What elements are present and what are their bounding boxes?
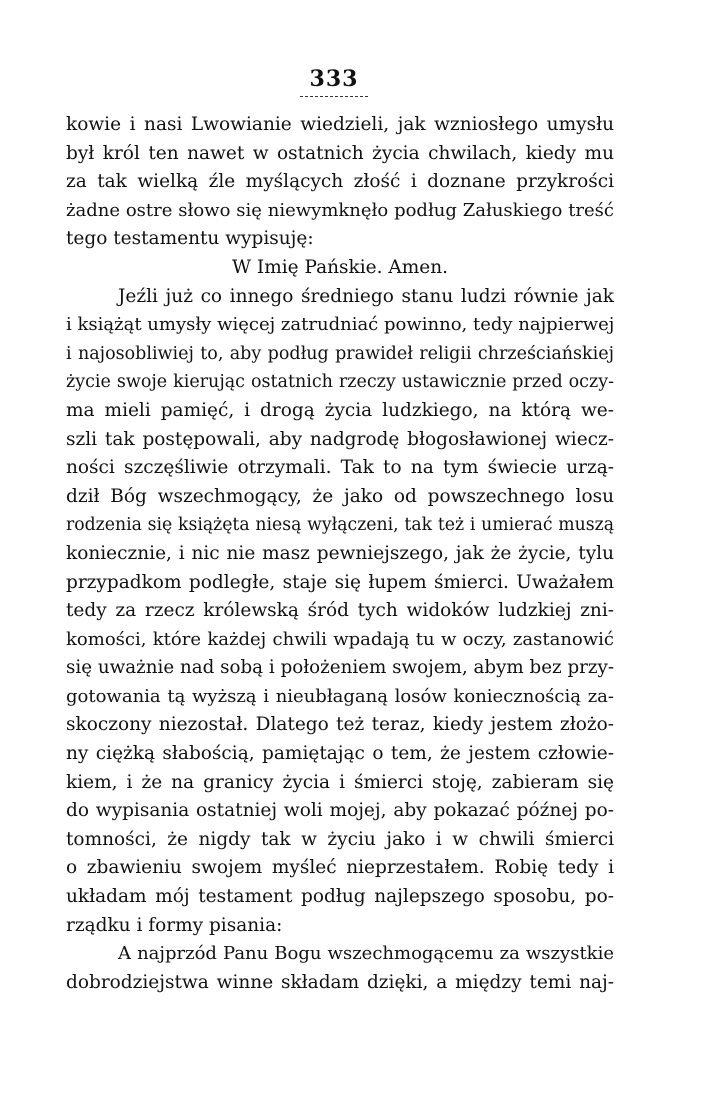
text-line: ny ciężką słabością, pamiętając o tem, że jestem człowie- — [66, 743, 614, 765]
text-line: do wypisania ostatniej woli mojej, aby pokazać późnej po- — [66, 800, 614, 822]
text-line: za tak wielką źle myślących złość i doznane przykrości — [66, 171, 614, 193]
text-line: ma mieli pamięć, i drogą życia ludzkiego, na którą we- — [66, 399, 614, 421]
text-line: i książąt umysły więcej zatrudniać powinno, tedy najpierwej — [66, 314, 615, 336]
text-line: kiem, i że na granicy życia i śmierci stoję, zabieram się — [66, 771, 614, 793]
text-line: komości, które każdej chwili wpadają tu w oczy, zastanowić — [66, 628, 614, 650]
text-line: tomności, że nigdy tak w życiu jako i w chwili śmierci — [66, 828, 614, 850]
text-line: dził Bóg wszechmogący, że jako od powszechnego losu — [66, 485, 614, 507]
text-line: tedy za rzecz królewską śród tych widoków ludzkiej zni- — [66, 600, 614, 622]
page-number-rule — [300, 96, 368, 97]
text-line: przypadkom podległe, staje się łupem śmierci. Uważałem — [66, 571, 614, 593]
text-line: koniecznie, i nic nie masz pewniejszego, jak że życie, tylu — [66, 542, 614, 564]
text-line: A najprzód Panu Bogu wszechmogącemu za wszystkie — [118, 943, 614, 965]
text-line: był król ten nawet w ostatnich życia chwilach, kiedy mu — [66, 142, 614, 164]
text-line: układam mój testament podług najlepszego sposobu, po- — [66, 886, 614, 908]
text-line: szli tak postępowali, aby nadgrodę błogosławionej wiecz- — [66, 428, 614, 450]
text-line: dobrodziejstwa winne składam dzięki, a między temi naj- — [66, 971, 614, 993]
text-line: rządku i formy pisania: — [66, 914, 283, 936]
text-line: o zbawieniu swojem myśleć nieprzestałem. Robię tedy i — [66, 857, 614, 879]
text-line: i najosobliwiej to, aby podług prawideł religii chrześciańskiej — [66, 343, 614, 364]
section-heading: W Imię Pańskie. Amen. — [231, 256, 449, 278]
body-text — [66, 111, 614, 997]
text-line: gotowania tą wyższą i nieubłaganą losów koniecznością za- — [66, 685, 614, 707]
page-number: 333 — [309, 66, 359, 92]
text-line: się uważnie nad sobą i położeniem swojem, abym bez przy- — [66, 657, 614, 679]
text-line: skoczony niezostał. Dlatego też teraz, kiedy jestem złożo- — [66, 714, 614, 736]
text-line: Jeźli już co innego średniego stanu ludzi równie jak — [118, 285, 614, 307]
text-line: tego testamentu wypisuję: — [66, 228, 314, 250]
text-line: życie swoje kierując ostatnich rzeczy ustawicznie przed oczy- — [66, 372, 614, 393]
text-line: kowie i nasi Lwowianie wiedzieli, jak wzniosłego umysłu — [66, 114, 614, 135]
text-line: ności szczęśliwie otrzymali. Tak to na tym świecie urzą- — [66, 457, 614, 479]
text-line: rodzenia się książęta niesą wyłączeni, tak też i umierać muszą — [66, 515, 614, 536]
text-line: żadne ostre słowo się niewymknęło podług Załuskiego treść — [66, 199, 614, 221]
